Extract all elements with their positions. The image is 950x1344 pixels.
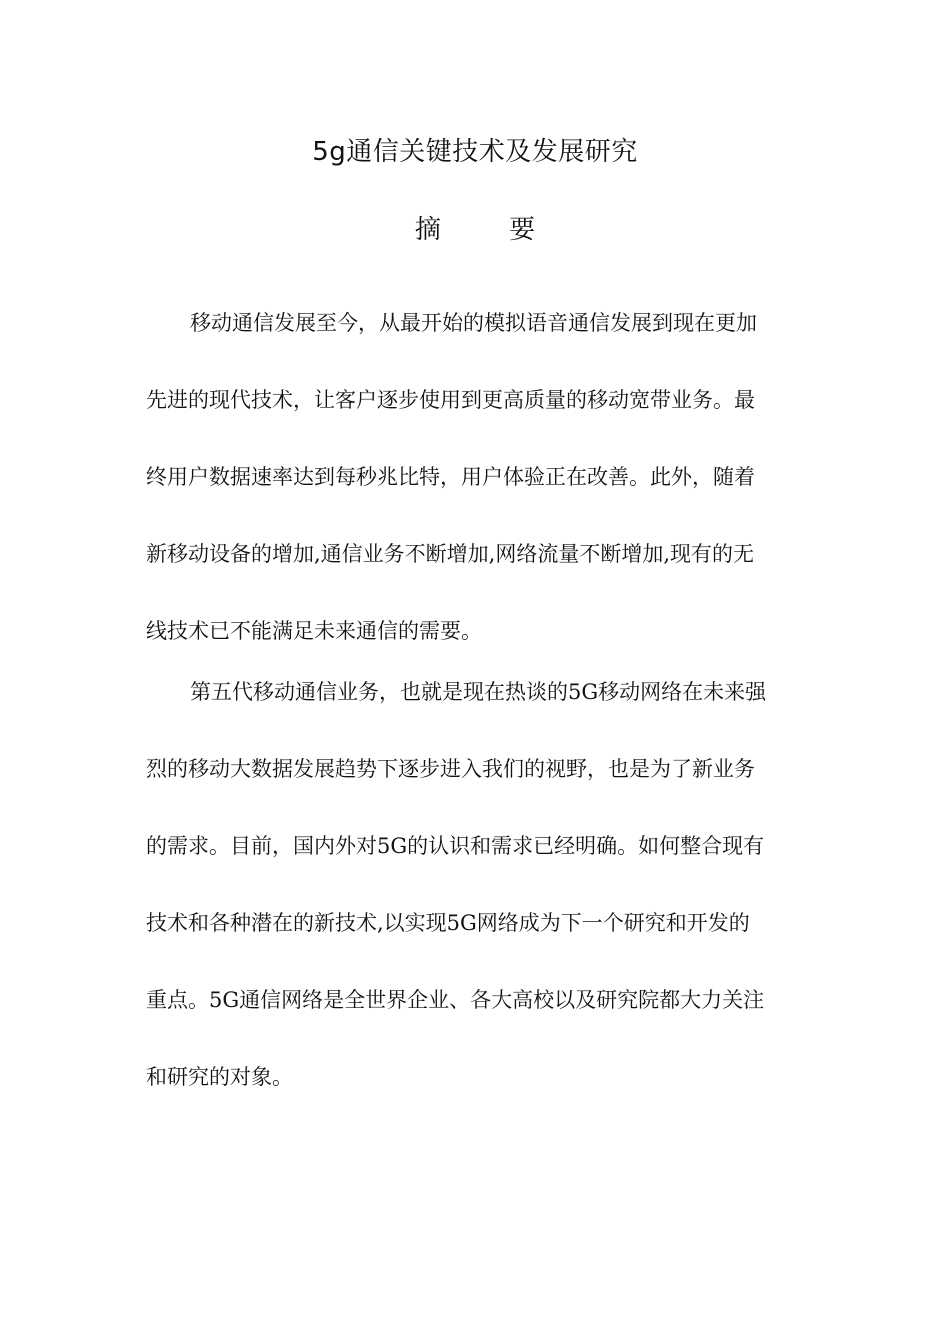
paragraph-line: 烈的移动大数据发展趋势下逐步进入我们的视野，也是为了新业务 <box>146 757 755 781</box>
document-title: 5g通信关键技术及发展研究 <box>312 137 638 167</box>
paragraph-line: 重点。5G通信网络是全世界企业、各大高校以及研究院都大力关注 <box>146 988 765 1012</box>
abstract-paragraph-1 <box>146 285 806 670</box>
paragraph-line: 先进的现代技术，让客户逐步使用到更高质量的移动宽带业务。最 <box>146 388 755 412</box>
paragraph-line: 第五代移动通信业务，也就是现在热谈的5G移动网络在未来强 <box>190 680 767 704</box>
paragraph-line: 和研究的对象。 <box>146 1065 293 1089</box>
paragraph-line: 移动通信发展至今，从最开始的模拟语音通信发展到现在更加 <box>190 311 757 335</box>
paragraph-line: 线技术已不能满足未来通信的需要。 <box>146 619 482 643</box>
paragraph-line: 技术和各种潜在的新技术,以实现5G网络成为下一个研究和开发的 <box>146 911 750 935</box>
paragraph-line: 新移动设备的增加,通信业务不断增加,网络流量不断增加,现有的无 <box>146 542 755 566</box>
paragraph-line: 的需求。目前，国内外对5G的认识和需求已经明确。如何整合现有 <box>146 834 765 858</box>
abstract-paragraph-2 <box>146 654 806 1116</box>
paragraph-line: 终用户数据速率达到每秒兆比特，用户体验正在改善。此外，随着 <box>146 465 755 489</box>
abstract-heading: 摘 要 <box>414 215 566 245</box>
